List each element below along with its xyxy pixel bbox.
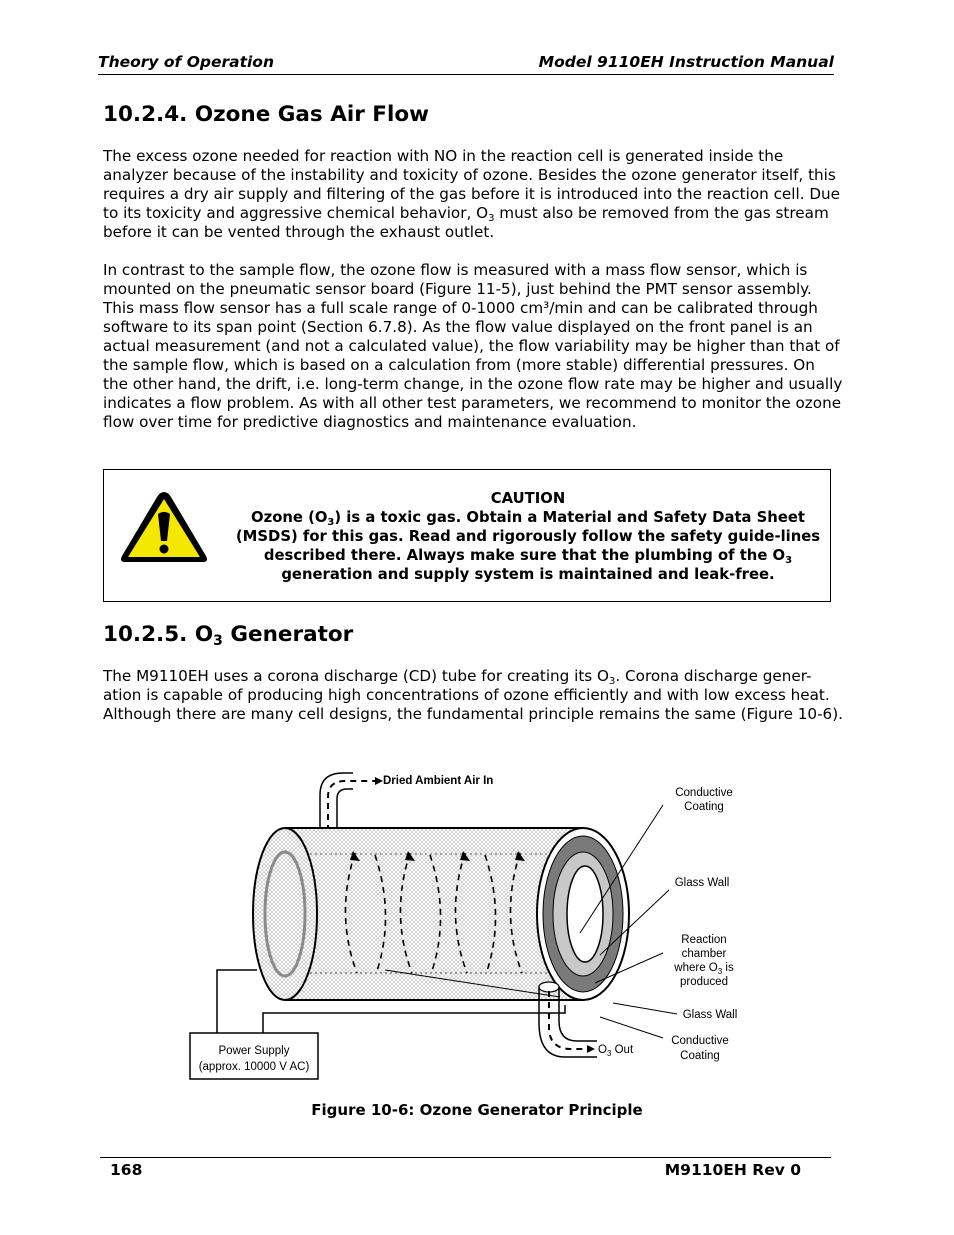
header-section-title: Theory of Operation [98, 53, 274, 71]
conductive-coating-top-label-line1: Conductive [675, 787, 733, 799]
air-in-label: Dried Ambient Air In [383, 775, 494, 787]
page-header [98, 52, 834, 75]
caution-title: CAUTION [490, 490, 566, 507]
glass-wall-bottom-label: Glass Wall [682, 1009, 738, 1021]
section-heading-ozone-gas-air-flow: 10.2.4. Ozone Gas Air Flow [103, 102, 429, 127]
power-supply-voltage-label: (approx. 10000 V AC) [198, 1061, 310, 1073]
power-supply-label: Power Supply [218, 1045, 290, 1057]
reaction-chamber-label-line1: Reaction [681, 934, 727, 946]
reaction-chamber-label-line4: produced [680, 976, 728, 988]
conductive-coating-top-label-line2: Coating [684, 801, 724, 813]
power-supply-box [190, 1033, 318, 1079]
o3-out-label: $O_3$ Out [598, 1044, 634, 1058]
paragraph-ozone-flow-measurement: In contrast to the sample flow, the ozone flow is measured with a mass flow sensor, which is mounted on the pneumatic sensor board (Figure 11-5), just behind the PMT sensor assembly. This mass flow sensor has a full scale range of 0-1000 cm³/min and can be calibrated through software to its span point (Section 6.7.8). As the flow value displayed on the front panel is an actual measurement (and not a calculated value), the flow variability may be higher than that of the sample flow, which is based on a calculation from (more stable) differential pressures. On the other hand, the drift, i.e. long-term change, in the ozone flow rate may be higher and usually indicates a flow problem. As with all other test parameters, we recommend to monitor the ozone flow over time for predictive diagnostics and maintenance evaluation. [103, 261, 843, 431]
reaction-chamber-label-line2: chamber [681, 948, 727, 960]
conductive-coating-bottom-label-line2: Coating [680, 1050, 720, 1062]
warning-triangle-icon [118, 488, 210, 566]
header-manual-title: Model 9110EH Instruction Manual [538, 53, 834, 71]
reaction-chamber-label-line3: where $O_3$ is [674, 962, 734, 976]
section-heading-o3-generator: 10.2.5. $O_3$ Generator [103, 622, 354, 649]
air-inlet-pipe [320, 773, 383, 833]
glass-wall-top-label: Glass Wall [674, 877, 730, 889]
page-footer [100, 1157, 831, 1179]
figure-caption: Figure 10-6: Ozone Generator Principle [311, 1101, 643, 1119]
conductive-coating-bottom-label-line1: Conductive [671, 1035, 729, 1047]
ozone-generator-diagram [185, 765, 775, 1087]
discharge-tube [253, 828, 629, 1000]
caution-text: CAUTION Ozone $(O_3)$ is a toxic gas. Obtain a Material and Safety Data Sheet (MSDS) for this gas. Read and rigorously follow the safety guide-lines described there. Always make sure that the plumbing of the $O_3$ generation and supply system is maintained and leak-free. [235, 490, 821, 583]
caution-box [103, 469, 831, 602]
page-number: 168 [110, 1161, 143, 1179]
paragraph-o3-generator: The M9110EH uses a corona discharge (CD) tube for creating its $O_3$. Corona discharge gener-ation is capable of producing high concentrations of ozone efficiently and with low excess heat. Although there are many cell designs, the fundamental principle remains the same (Figure 10-6). [103, 667, 843, 723]
document-revision: M9110EH Rev 0 [664, 1161, 801, 1179]
paragraph-ozone-intro: The excess ozone needed for reaction with NO in the reaction cell is generated inside the analyzer because of the instability and toxicity of ozone. Besides the ozone generator itself, this requires a dry air supply and filtering of the gas before it is introduced into the reaction cell. Due to its toxicity and aggressive chemical behavior, $O_3$ must also be removed from the gas stream before it can be vented through the exhaust outlet. [103, 147, 841, 241]
